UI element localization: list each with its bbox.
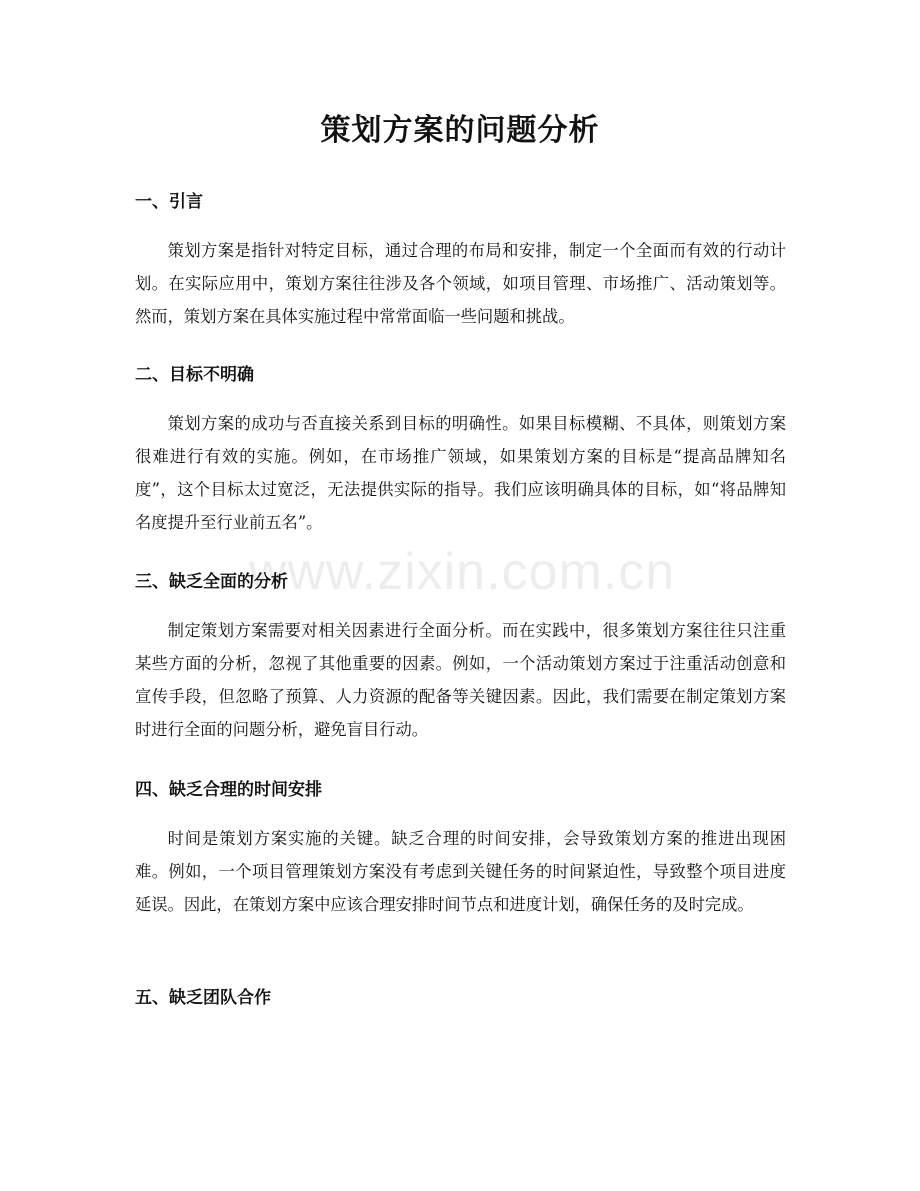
section-paragraph-lack-analysis: 制定策划方案需要对相关因素进行全面分析。而在实践中，很多策划方案往往只注重某些方面的分析，忽视了其他重要的因素。例如，一个活动策划方案过于注重活动创意和宣传手段，但忽略了预算、人力资源的配备等关键因素。因此，我们需要在制定策划方案时进行全面的问题分析，避免盲目行动。 — [135, 621, 786, 739]
section-heading-time-arrangement: 四、缺乏合理的时间安排 — [135, 780, 322, 800]
section-paragraph-time-arrangement: 时间是策划方案实施的关键。缺乏合理的时间安排，会导致策划方案的推进出现困难。例如，一个项目管理策划方案没有考虑到关键任务的时间紧迫性，导致整个项目进度延误。因此，在策划方案中应该合理安排时间节点和进度计划，确保任务的及时完成。 — [135, 829, 786, 914]
section-paragraph-introduction: 策划方案是指针对特定目标，通过合理的布局和安排，制定一个全面而有效的行动计划。在实际应用中，策划方案往往涉及各个领域，如项目管理、市场推广、活动策划等。然而，策划方案在具体实施过程中常常面临一些问题和挑战。 — [135, 241, 786, 326]
section-heading-unclear-goals: 二、目标不明确 — [135, 365, 254, 385]
section-heading-introduction: 一、引言 — [135, 192, 203, 212]
section-heading-lack-analysis: 三、缺乏全面的分析 — [135, 572, 288, 592]
section-heading-teamwork: 五、缺乏团队合作 — [135, 988, 271, 1008]
watermark: www.zixin.com.cn — [248, 543, 676, 601]
section-paragraph-unclear-goals: 策划方案的成功与否直接关系到目标的明确性。如果目标模糊、不具体，则策划方案很难进行有效的实施。例如，在市场推广领域，如果策划方案的目标是“提高品牌知名度”，这个目标太过宽泛，无法提供实际的指导。我们应该明确具体的目标，如“将品牌知名度提升至行业前五名”。 — [135, 414, 786, 532]
document-title: 策划方案的问题分析 — [320, 113, 600, 148]
